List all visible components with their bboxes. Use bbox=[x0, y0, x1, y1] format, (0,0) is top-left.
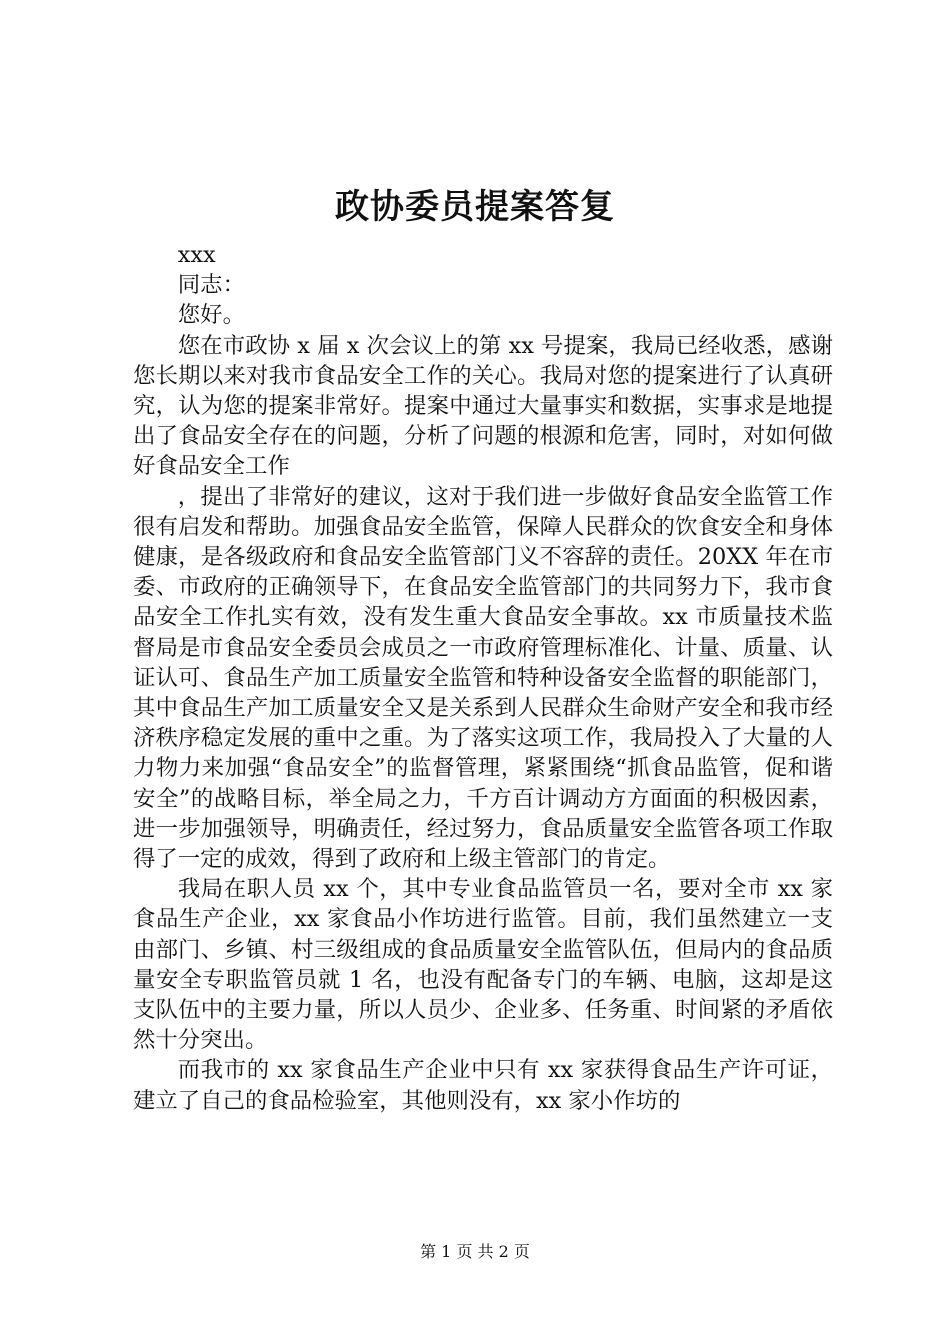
addressee-line: xxx bbox=[177, 242, 216, 268]
body-paragraph-3: 我局在职人员 xx 个，其中专业食品监管员一名，要对全市 xx 家食品生产企业，xx 家食品小作坊进行监管。目前，我们虽然建立一支由部门、乡镇、村三级组成的食品质量安全监管队伍，但局内的食品质量安全专职监管员就 1 名，也没有配备专门的车辆、电脑，这却是这支队伍中的主要力量，所以人员少、企业多、任务重、时间紧的矛盾依然十分突出。 bbox=[133, 876, 833, 1054]
body-paragraph-4: 而我市的 xx 家食品生产企业中只有 xx 家获得食品生产许可证，建立了自己的食品检验室，其他则没有，xx 家小作坊的 bbox=[133, 1057, 833, 1114]
document-title: 政协委员提案答复 bbox=[335, 187, 615, 227]
body-paragraph-2: ，提出了非常好的建议，这对于我们进一步做好食品安全监管工作很有启发和帮助。加强食品安全监管，保障人民群众的饮食安全和身体健康，是各级政府和食品安全监管部门义不容辞的责任。20XX 年在市委、市政府的正确领导下，在食品安全监管部门的共同努力下，我市食品安全工作扎实有效，没有发生重大食品安全事故。xx 市质量技术监督局是市食品安全委员会成员之一市政府管理标准化、计量、质量、认证认可、食品生产加工质量安全监管和特种设备安全监督的职能部门，其中食品生产加工质量安全又是关系到人民群众生命财产安全和我市经济秩序稳定发展的重中之重。为了落实这项工作，我局投入了大量的人力物力来加强“食品安全”的监督管理，紧紧围绕“抓食品监管，促和谐安全”的战略目标，举全局之力，千方百计调动方方面面的积极因素，进一步加强领导，明确责任，经过努力，食品质量安全监管各项工作取得了一定的成效，得到了政府和上级主管部门的肯定。 bbox=[133, 483, 833, 873]
salutation-line: 同志： bbox=[177, 272, 245, 299]
page-footer: 第 1 页 共 2 页 bbox=[420, 1242, 530, 1261]
greeting-line: 您好。 bbox=[177, 302, 245, 329]
body-paragraph-1: 您在市政协 x 届 x 次会议上的第 xx 号提案，我局已经收悉，感谢您长期以来对我市食品安全工作的关心。我局对您的提案进行了认真研究，认为您的提案非常好。提案中通过大量事实和数据，实事求是地提出了食品安全存在的问题，分析了问题的根源和危害，同时，对如何做好食品安全工作 bbox=[133, 332, 833, 480]
document-body bbox=[133, 240, 833, 1116]
